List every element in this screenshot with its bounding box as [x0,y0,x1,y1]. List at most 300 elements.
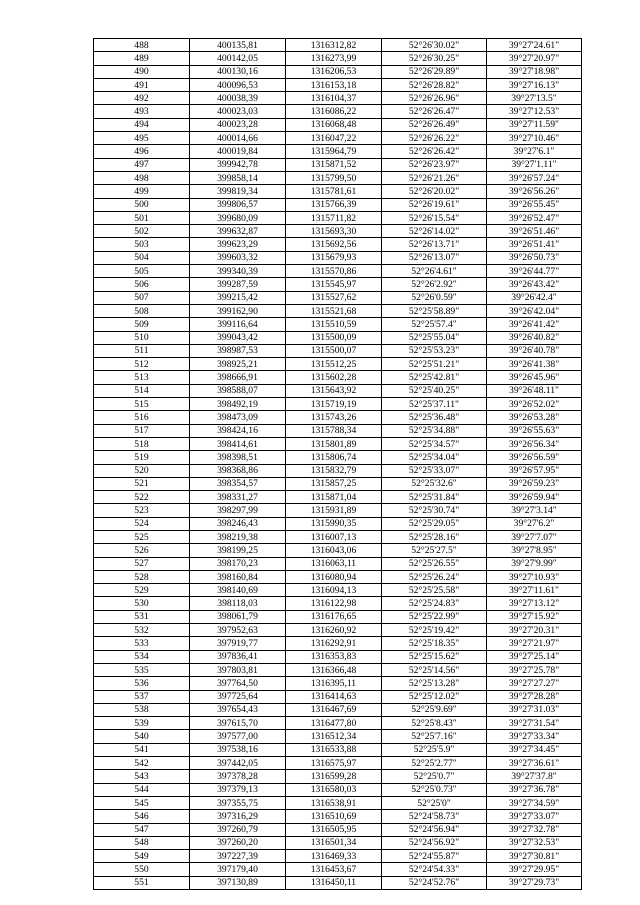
y-coordinate-cell: 1315512,25 [286,358,382,371]
x-coordinate-cell: 397919,77 [190,637,286,650]
table-row [94,145,582,158]
table-row [94,251,582,264]
y-coordinate-cell: 1315500,09 [286,331,382,344]
longitude-cell: 39°27'8.95" [487,544,582,557]
y-coordinate-cell: 1316104,37 [286,92,382,105]
point-number-cell: 505 [94,265,190,278]
table-row [94,517,582,530]
longitude-cell: 39°26'43.42" [487,278,582,291]
longitude-cell: 39°27'20.97" [487,52,582,65]
y-coordinate-cell: 1315964,79 [286,145,382,158]
longitude-cell: 39°27'36.78" [487,783,582,796]
y-coordinate-cell: 1316510,69 [286,810,382,823]
table-row [94,304,582,317]
table-row [94,584,582,597]
longitude-cell: 39°27'25.78" [487,663,582,676]
point-number-cell: 551 [94,876,190,889]
table-row [94,198,582,211]
x-coordinate-cell: 400038,39 [190,92,286,105]
latitude-cell: 52°26'29.89" [382,65,487,78]
y-coordinate-cell: 1316007,13 [286,530,382,543]
y-coordinate-cell: 1315931,89 [286,504,382,517]
y-coordinate-cell: 1315527,62 [286,291,382,304]
point-number-cell: 527 [94,557,190,570]
point-number-cell: 540 [94,730,190,743]
latitude-cell: 52°26'15.54" [382,211,487,224]
latitude-cell: 52°25'53.23" [382,344,487,357]
latitude-cell: 52°25'19.42" [382,624,487,637]
latitude-cell: 52°24'56.92" [382,836,487,849]
y-coordinate-cell: 1315832,79 [286,464,382,477]
y-coordinate-cell: 1316206,53 [286,65,382,78]
point-number-cell: 490 [94,65,190,78]
x-coordinate-cell: 400023,28 [190,118,286,131]
y-coordinate-cell: 1315521,68 [286,304,382,317]
latitude-cell: 52°26'26.22" [382,132,487,145]
point-number-cell: 492 [94,92,190,105]
y-coordinate-cell: 1316366,48 [286,663,382,676]
y-coordinate-cell: 1316501,34 [286,836,382,849]
table-row [94,624,582,637]
latitude-cell: 52°25'42.81" [382,371,487,384]
longitude-cell: 39°26'59.23" [487,477,582,490]
point-number-cell: 500 [94,198,190,211]
table-row [94,690,582,703]
table-row [94,570,582,583]
table-row [94,637,582,650]
latitude-cell: 52°26'23.97" [382,158,487,171]
longitude-cell: 39°26'52.47" [487,211,582,224]
x-coordinate-cell: 397538,16 [190,743,286,756]
x-coordinate-cell: 397260,20 [190,836,286,849]
y-coordinate-cell: 1316477,80 [286,717,382,730]
latitude-cell: 52°25'0" [382,796,487,809]
latitude-cell: 52°26'14.02" [382,225,487,238]
point-number-cell: 522 [94,491,190,504]
x-coordinate-cell: 397654,43 [190,703,286,716]
table-row [94,411,582,424]
x-coordinate-cell: 397442,05 [190,757,286,770]
table-row [94,677,582,690]
longitude-cell: 39°27'24.61" [487,39,582,52]
longitude-cell: 39°27'31.03" [487,703,582,716]
y-coordinate-cell: 1315781,61 [286,185,382,198]
y-coordinate-cell: 1316043,06 [286,544,382,557]
y-coordinate-cell: 1315799,50 [286,171,382,184]
latitude-cell: 52°24'55.87" [382,850,487,863]
longitude-cell: 39°26'40.82" [487,331,582,344]
point-number-cell: 509 [94,318,190,331]
x-coordinate-cell: 397379,13 [190,783,286,796]
point-number-cell: 537 [94,690,190,703]
latitude-cell: 52°25'34.88" [382,424,487,437]
longitude-cell: 39°26'56.59" [487,451,582,464]
table-row [94,464,582,477]
point-number-cell: 496 [94,145,190,158]
y-coordinate-cell: 1316575,97 [286,757,382,770]
longitude-cell: 39°27'15.92" [487,610,582,623]
latitude-cell: 52°25'57.4" [382,318,487,331]
x-coordinate-cell: 398170,23 [190,557,286,570]
point-number-cell: 493 [94,105,190,118]
point-number-cell: 543 [94,770,190,783]
x-coordinate-cell: 399806,57 [190,198,286,211]
longitude-cell: 39°27'37.8" [487,770,582,783]
latitude-cell: 52°25'2.77" [382,757,487,770]
table-row [94,437,582,450]
x-coordinate-cell: 398398,51 [190,451,286,464]
y-coordinate-cell: 1315801,89 [286,437,382,450]
x-coordinate-cell: 400014,66 [190,132,286,145]
x-coordinate-cell: 399340,39 [190,265,286,278]
point-number-cell: 528 [94,570,190,583]
latitude-cell: 52°25'14.56" [382,663,487,676]
latitude-cell: 52°25'26.24" [382,570,487,583]
table-row [94,132,582,145]
x-coordinate-cell: 398219,38 [190,530,286,543]
table-row [94,158,582,171]
point-number-cell: 491 [94,78,190,91]
longitude-cell: 39°27'29.73" [487,876,582,889]
latitude-cell: 52°25'28.16" [382,530,487,543]
table-row [94,185,582,198]
longitude-cell: 39°26'56.34" [487,437,582,450]
table-row [94,743,582,756]
table-row [94,850,582,863]
y-coordinate-cell: 1315871,04 [286,491,382,504]
y-coordinate-cell: 1316467,69 [286,703,382,716]
x-coordinate-cell: 397260,79 [190,823,286,836]
table-row [94,424,582,437]
x-coordinate-cell: 398473,09 [190,411,286,424]
table-row [94,451,582,464]
longitude-cell: 39°27'13.5" [487,92,582,105]
latitude-cell: 52°26'13.71" [382,238,487,251]
point-number-cell: 536 [94,677,190,690]
x-coordinate-cell: 400096,53 [190,78,286,91]
y-coordinate-cell: 1315711,82 [286,211,382,224]
table-row [94,225,582,238]
point-number-cell: 532 [94,624,190,637]
y-coordinate-cell: 1315871,52 [286,158,382,171]
table-row [94,118,582,131]
longitude-cell: 39°27'7.07" [487,530,582,543]
point-number-cell: 533 [94,637,190,650]
latitude-cell: 52°25'12.02" [382,690,487,703]
point-number-cell: 507 [94,291,190,304]
longitude-cell: 39°26'48.11" [487,384,582,397]
x-coordinate-cell: 400130,16 [190,65,286,78]
longitude-cell: 39°27'33.34" [487,730,582,743]
point-number-cell: 550 [94,863,190,876]
table-row [94,477,582,490]
x-coordinate-cell: 397577,00 [190,730,286,743]
longitude-cell: 39°27'13.12" [487,597,582,610]
point-number-cell: 531 [94,610,190,623]
longitude-cell: 39°26'50.73" [487,251,582,264]
point-number-cell: 515 [94,398,190,411]
longitude-cell: 39°26'44.77" [487,265,582,278]
latitude-cell: 52°25'15.62" [382,650,487,663]
table-row [94,796,582,809]
x-coordinate-cell: 399680,09 [190,211,286,224]
table-row [94,105,582,118]
latitude-cell: 52°25'58.89" [382,304,487,317]
y-coordinate-cell: 1316094,13 [286,584,382,597]
longitude-cell: 39°26'56.26" [487,185,582,198]
longitude-cell: 39°27'16.13" [487,78,582,91]
x-coordinate-cell: 399603,32 [190,251,286,264]
x-coordinate-cell: 397803,81 [190,663,286,676]
y-coordinate-cell: 1315643,92 [286,384,382,397]
y-coordinate-cell: 1315693,30 [286,225,382,238]
longitude-cell: 39°27'1.11" [487,158,582,171]
y-coordinate-cell: 1315545,97 [286,278,382,291]
longitude-cell: 39°27'25.14" [487,650,582,663]
x-coordinate-cell: 398199,25 [190,544,286,557]
point-number-cell: 488 [94,39,190,52]
longitude-cell: 39°26'55.45" [487,198,582,211]
longitude-cell: 39°26'53.28" [487,411,582,424]
x-coordinate-cell: 400019,84 [190,145,286,158]
latitude-cell: 52°26'21.26" [382,171,487,184]
point-number-cell: 529 [94,584,190,597]
table-row [94,663,582,676]
y-coordinate-cell: 1316080,94 [286,570,382,583]
y-coordinate-cell: 1316047,22 [286,132,382,145]
latitude-cell: 52°26'4.61" [382,265,487,278]
y-coordinate-cell: 1316260,92 [286,624,382,637]
point-number-cell: 506 [94,278,190,291]
x-coordinate-cell: 397130,89 [190,876,286,889]
x-coordinate-cell: 400023,03 [190,105,286,118]
table-row [94,863,582,876]
point-number-cell: 503 [94,238,190,251]
table-row [94,398,582,411]
point-number-cell: 542 [94,757,190,770]
y-coordinate-cell: 1315510,59 [286,318,382,331]
point-number-cell: 520 [94,464,190,477]
longitude-cell: 39°26'57.24" [487,171,582,184]
x-coordinate-cell: 399116,64 [190,318,286,331]
longitude-cell: 39°27'21.97" [487,637,582,650]
latitude-cell: 52°25'26.55" [382,557,487,570]
y-coordinate-cell: 1315570,86 [286,265,382,278]
point-number-cell: 514 [94,384,190,397]
y-coordinate-cell: 1315806,74 [286,451,382,464]
coordinates-table-body [94,39,582,890]
y-coordinate-cell: 1315990,35 [286,517,382,530]
y-coordinate-cell: 1315692,56 [286,238,382,251]
y-coordinate-cell: 1316068,48 [286,118,382,131]
y-coordinate-cell: 1316086,22 [286,105,382,118]
x-coordinate-cell: 398492,19 [190,398,286,411]
latitude-cell: 52°26'26.42" [382,145,487,158]
table-row [94,65,582,78]
latitude-cell: 52°25'34.57" [382,437,487,450]
point-number-cell: 511 [94,344,190,357]
y-coordinate-cell: 1316469,33 [286,850,382,863]
latitude-cell: 52°26'30.25" [382,52,487,65]
point-number-cell: 539 [94,717,190,730]
table-row [94,318,582,331]
x-coordinate-cell: 397952,63 [190,624,286,637]
latitude-cell: 52°24'58.73" [382,810,487,823]
point-number-cell: 526 [94,544,190,557]
latitude-cell: 52°25'31.84" [382,491,487,504]
latitude-cell: 52°25'25.58" [382,584,487,597]
point-number-cell: 534 [94,650,190,663]
x-coordinate-cell: 398666,91 [190,371,286,384]
table-row [94,211,582,224]
latitude-cell: 52°25'34.04" [382,451,487,464]
x-coordinate-cell: 398368,86 [190,464,286,477]
point-number-cell: 489 [94,52,190,65]
table-row [94,265,582,278]
y-coordinate-cell: 1316533,88 [286,743,382,756]
point-number-cell: 549 [94,850,190,863]
table-row [94,371,582,384]
y-coordinate-cell: 1316063,11 [286,557,382,570]
x-coordinate-cell: 399858,14 [190,171,286,184]
point-number-cell: 510 [94,331,190,344]
point-number-cell: 501 [94,211,190,224]
x-coordinate-cell: 398987,53 [190,344,286,357]
point-number-cell: 502 [94,225,190,238]
y-coordinate-cell: 1315719,19 [286,398,382,411]
table-row [94,770,582,783]
table-row [94,597,582,610]
longitude-cell: 39°27'28.28" [487,690,582,703]
longitude-cell: 39°27'10.93" [487,570,582,583]
latitude-cell: 52°25'7.16" [382,730,487,743]
x-coordinate-cell: 398118,03 [190,597,286,610]
table-row [94,703,582,716]
latitude-cell: 52°25'29.05" [382,517,487,530]
table-row [94,757,582,770]
table-row [94,717,582,730]
table-row [94,730,582,743]
table-row [94,291,582,304]
x-coordinate-cell: 398246,43 [190,517,286,530]
table-row [94,491,582,504]
point-number-cell: 523 [94,504,190,517]
x-coordinate-cell: 399623,29 [190,238,286,251]
latitude-cell: 52°25'37.11" [382,398,487,411]
latitude-cell: 52°26'2.92" [382,278,487,291]
longitude-cell: 39°26'51.41" [487,238,582,251]
longitude-cell: 39°27'20.31" [487,624,582,637]
latitude-cell: 52°25'27.5" [382,544,487,557]
y-coordinate-cell: 1316453,67 [286,863,382,876]
table-row [94,557,582,570]
x-coordinate-cell: 399632,87 [190,225,286,238]
longitude-cell: 39°27'10.46" [487,132,582,145]
longitude-cell: 39°27'32.53" [487,836,582,849]
y-coordinate-cell: 1316599,28 [286,770,382,783]
latitude-cell: 52°26'30.02" [382,39,487,52]
x-coordinate-cell: 397316,29 [190,810,286,823]
latitude-cell: 52°25'55.04" [382,331,487,344]
x-coordinate-cell: 399162,90 [190,304,286,317]
latitude-cell: 52°25'9.69" [382,703,487,716]
table-row [94,344,582,357]
latitude-cell: 52°25'0.7" [382,770,487,783]
longitude-cell: 39°27'27.27" [487,677,582,690]
table-row [94,836,582,849]
y-coordinate-cell: 1315788,34 [286,424,382,437]
x-coordinate-cell: 399942,78 [190,158,286,171]
x-coordinate-cell: 399215,42 [190,291,286,304]
y-coordinate-cell: 1315743,26 [286,411,382,424]
y-coordinate-cell: 1316505,95 [286,823,382,836]
longitude-cell: 39°26'57.95" [487,464,582,477]
point-number-cell: 535 [94,663,190,676]
table-row [94,278,582,291]
table-row [94,384,582,397]
x-coordinate-cell: 400135,81 [190,39,286,52]
y-coordinate-cell: 1315679,93 [286,251,382,264]
latitude-cell: 52°25'0.73" [382,783,487,796]
y-coordinate-cell: 1316353,83 [286,650,382,663]
latitude-cell: 52°26'26.47" [382,105,487,118]
latitude-cell: 52°24'54.33" [382,863,487,876]
latitude-cell: 52°25'22.99" [382,610,487,623]
point-number-cell: 518 [94,437,190,450]
point-number-cell: 517 [94,424,190,437]
longitude-cell: 39°26'59.94" [487,491,582,504]
latitude-cell: 52°26'26.96" [382,92,487,105]
latitude-cell: 52°25'24.83" [382,597,487,610]
point-number-cell: 499 [94,185,190,198]
latitude-cell: 52°25'8.43" [382,717,487,730]
point-number-cell: 498 [94,171,190,184]
table-row [94,52,582,65]
x-coordinate-cell: 397725,64 [190,690,286,703]
longitude-cell: 39°26'55.63" [487,424,582,437]
y-coordinate-cell: 1316580,03 [286,783,382,796]
latitude-cell: 52°25'40.25" [382,384,487,397]
latitude-cell: 52°26'28.82" [382,78,487,91]
latitude-cell: 52°26'19.61" [382,198,487,211]
longitude-cell: 39°27'32.78" [487,823,582,836]
point-number-cell: 497 [94,158,190,171]
point-number-cell: 545 [94,796,190,809]
y-coordinate-cell: 1316273,99 [286,52,382,65]
table-row [94,358,582,371]
x-coordinate-cell: 398140,69 [190,584,286,597]
latitude-cell: 52°26'20.02" [382,185,487,198]
x-coordinate-cell: 398061,79 [190,610,286,623]
point-number-cell: 524 [94,517,190,530]
x-coordinate-cell: 397378,28 [190,770,286,783]
y-coordinate-cell: 1316450,11 [286,876,382,889]
table-row [94,504,582,517]
longitude-cell: 39°27'6.1" [487,145,582,158]
longitude-cell: 39°27'9.99" [487,557,582,570]
x-coordinate-cell: 397227,39 [190,850,286,863]
table-row [94,823,582,836]
coordinates-table [93,38,582,890]
latitude-cell: 52°26'13.07" [382,251,487,264]
longitude-cell: 39°27'33.07" [487,810,582,823]
longitude-cell: 39°27'29.95" [487,863,582,876]
latitude-cell: 52°24'52.76" [382,876,487,889]
longitude-cell: 39°26'52.02" [487,398,582,411]
latitude-cell: 52°25'33.07" [382,464,487,477]
x-coordinate-cell: 397764,50 [190,677,286,690]
x-coordinate-cell: 397179,40 [190,863,286,876]
